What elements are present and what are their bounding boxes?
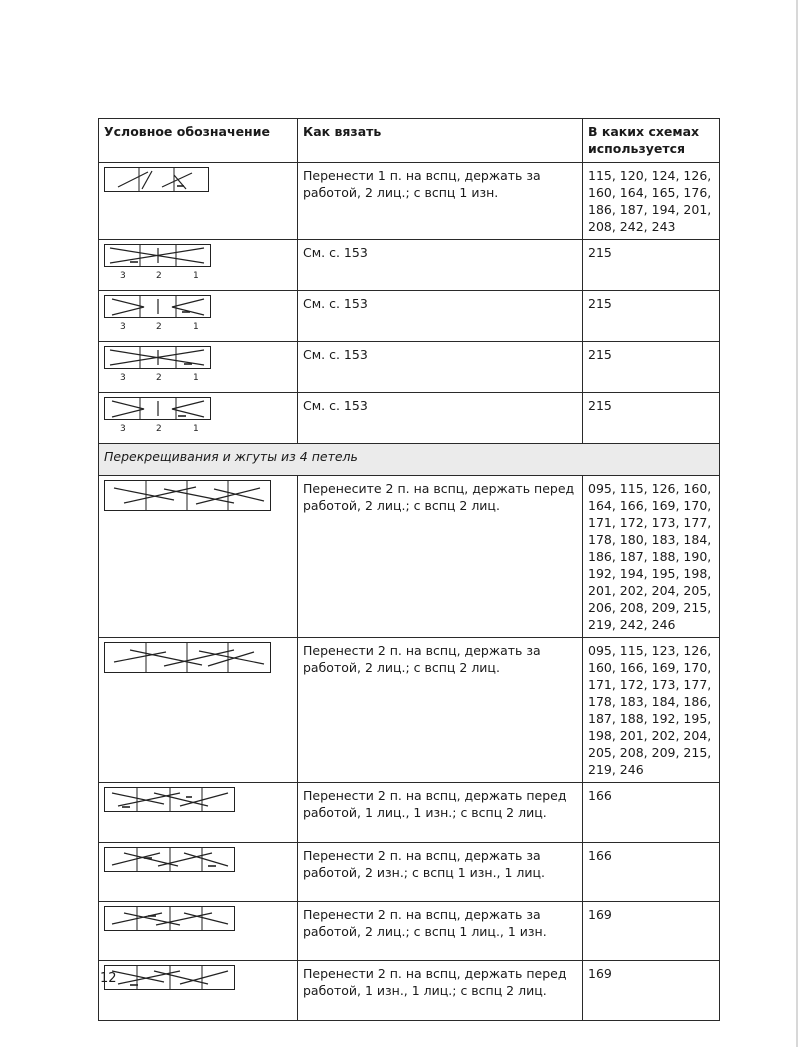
symbol-cell xyxy=(99,291,298,342)
how-text: Перенести 2 п. на вспц, держать перед работой, 1 лиц., 1 изн.; с вспц 2 лиц. xyxy=(303,788,567,820)
how-cell xyxy=(298,240,583,291)
page-number: 12 xyxy=(100,971,117,986)
stitch-number: 3 xyxy=(120,424,126,434)
header-symbol: Условное обозначение xyxy=(99,119,298,163)
charts-text: 169 xyxy=(588,907,612,922)
how-text: Перенести 2 п. на вспц, держать за работой, 2 лиц.; с вспц 2 лиц. xyxy=(303,643,541,675)
stitch-number: 2 xyxy=(156,373,162,383)
how-cell xyxy=(298,342,583,393)
how-cell xyxy=(298,961,583,1021)
symbol-cell xyxy=(99,843,298,902)
table-row xyxy=(99,240,720,291)
charts-text: 215 xyxy=(588,347,612,362)
cable-symbol-icon xyxy=(104,244,212,268)
cable-symbol-icon xyxy=(104,346,212,370)
charts-text: 166 xyxy=(588,848,612,863)
table-row xyxy=(99,163,720,240)
symbol-cell xyxy=(99,393,298,444)
stitch-number: 3 xyxy=(120,271,126,281)
charts-text: 095, 115, 126, 160, 164, 166, 169, 170, 171, 172, 173, 177, 178, 180, 183, 184, 186, 187, 188, 190, 192, 194, 195, 198, 201, 202, 204, 205, 206, 208, 209, 215, 219, 242, 246 xyxy=(588,481,712,632)
stitch-number: 1 xyxy=(193,271,199,281)
how-cell xyxy=(298,783,583,843)
how-cell xyxy=(298,163,583,240)
charts-text: 215 xyxy=(588,245,612,260)
cable-symbol-icon xyxy=(104,906,236,932)
charts-text: 095, 115, 123, 126, 160, 166, 169, 170, 171, 172, 173, 177, 178, 183, 184, 186, 187, 188, 192, 195, 198, 201, 202, 204, 205, 208, 209, 215, 219, 246 xyxy=(588,643,712,777)
header-charts: В каких схемах используется xyxy=(583,119,720,163)
symbol-cell xyxy=(99,638,298,783)
cable-symbol-icon xyxy=(104,965,236,991)
charts-cell xyxy=(583,843,720,902)
table-header-row xyxy=(99,119,720,163)
stitch-numbers xyxy=(104,268,292,280)
symbol-cell xyxy=(99,342,298,393)
cable-symbol-icon xyxy=(104,847,236,873)
symbol-cell xyxy=(99,902,298,961)
symbol-cell xyxy=(99,476,298,638)
symbol-cell xyxy=(99,163,298,240)
charts-text: 215 xyxy=(588,296,612,311)
how-cell xyxy=(298,902,583,961)
charts-cell xyxy=(583,393,720,444)
symbol-legend-table xyxy=(98,118,720,1021)
table-row xyxy=(99,291,720,342)
how-text: См. с. 153 xyxy=(303,245,368,260)
table-row xyxy=(99,476,720,638)
stitch-number: 1 xyxy=(193,424,199,434)
cable-symbol-icon xyxy=(104,642,272,674)
how-cell xyxy=(298,843,583,902)
header-how: Как вязать xyxy=(298,119,583,163)
stitch-number: 2 xyxy=(156,322,162,332)
charts-text: 169 xyxy=(588,966,612,981)
how-text: См. с. 153 xyxy=(303,296,368,311)
charts-cell xyxy=(583,961,720,1021)
stitch-number: 1 xyxy=(193,322,199,332)
charts-cell xyxy=(583,240,720,291)
stitch-numbers xyxy=(104,319,292,331)
charts-cell xyxy=(583,342,720,393)
table-row xyxy=(99,843,720,902)
table-row xyxy=(99,342,720,393)
cable-symbol-icon xyxy=(104,397,212,421)
cable-symbol-icon xyxy=(104,787,236,813)
how-cell xyxy=(298,291,583,342)
stitch-number: 2 xyxy=(156,271,162,281)
table-row xyxy=(99,638,720,783)
how-text: См. с. 153 xyxy=(303,347,368,362)
charts-text: 215 xyxy=(588,398,612,413)
stitch-numbers xyxy=(104,421,292,433)
stitch-number: 3 xyxy=(120,322,126,332)
cable-symbol-icon xyxy=(104,167,210,193)
how-text: Перенесите 2 п. на вспц, держать перед работой, 2 лиц.; с вспц 2 лиц. xyxy=(303,481,575,513)
how-cell xyxy=(298,638,583,783)
how-text: Перенести 2 п. на вспц, держать за работой, 2 изн.; с вспц 1 изн., 1 лиц. xyxy=(303,848,546,880)
table-row xyxy=(99,902,720,961)
charts-cell xyxy=(583,291,720,342)
charts-cell xyxy=(583,163,720,240)
how-text: Перенести 1 п. на вспц, держать за работой, 2 лиц.; с вспц 1 изн. xyxy=(303,168,541,200)
section-row xyxy=(99,444,720,476)
how-text: Перенести 2 п. на вспц, держать за работой, 2 лиц.; с вспц 1 лиц., 1 изн. xyxy=(303,907,547,939)
charts-cell xyxy=(583,476,720,638)
how-cell xyxy=(298,476,583,638)
table-row xyxy=(99,961,720,1021)
charts-text: 115, 120, 124, 126, 160, 164, 165, 176, 186, 187, 194, 201, 208, 242, 243 xyxy=(588,168,712,234)
stitch-numbers xyxy=(104,370,292,382)
section-title: Перекрещивания и жгуты из 4 петель xyxy=(99,444,720,476)
stitch-number: 2 xyxy=(156,424,162,434)
charts-cell xyxy=(583,638,720,783)
charts-cell xyxy=(583,783,720,843)
cable-symbol-icon xyxy=(104,480,272,512)
how-text: Перенести 2 п. на вспц, держать перед работой, 1 изн., 1 лиц.; с вспц 2 лиц. xyxy=(303,966,567,998)
table-row xyxy=(99,783,720,843)
symbol-cell xyxy=(99,961,298,1021)
charts-text: 166 xyxy=(588,788,612,803)
how-text: См. с. 153 xyxy=(303,398,368,413)
symbol-cell xyxy=(99,240,298,291)
cable-symbol-icon xyxy=(104,295,212,319)
table-row xyxy=(99,393,720,444)
stitch-number: 1 xyxy=(193,373,199,383)
symbol-cell xyxy=(99,783,298,843)
charts-cell xyxy=(583,902,720,961)
how-cell xyxy=(298,393,583,444)
stitch-number: 3 xyxy=(120,373,126,383)
